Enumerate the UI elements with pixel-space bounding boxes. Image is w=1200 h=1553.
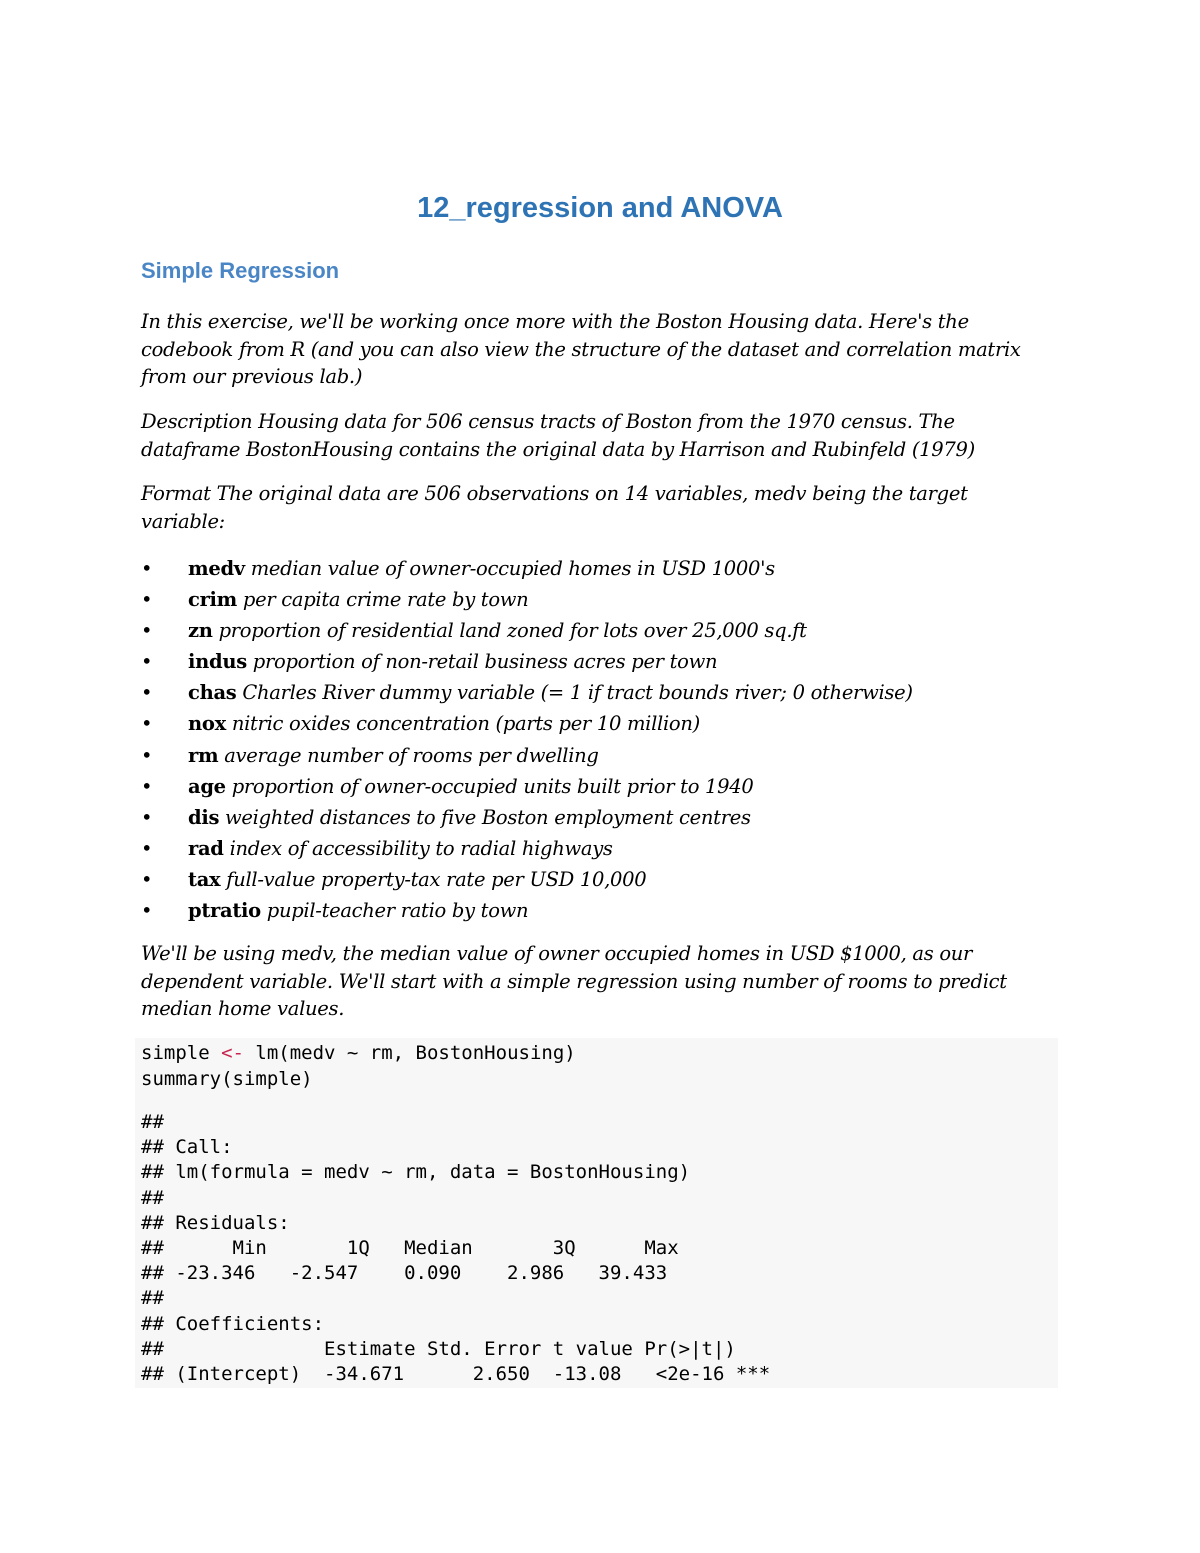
- list-item: [141, 708, 913, 739]
- usage-paragraph: We'll be using medv, the median value of owner occupied homes in USD $1000, as our dependent variable. We'll start with a simple regression using number of rooms to predict median home values.: [141, 942, 1007, 1020]
- output-line: ## lm(formula = medv ~ rm, data = BostonHousing): [141, 1161, 691, 1184]
- list-item: [141, 802, 913, 833]
- list-item: [141, 677, 913, 708]
- document-title: 12_regression and ANOVA: [417, 192, 783, 224]
- list-item: [141, 864, 913, 895]
- variable-name: chas: [188, 681, 237, 705]
- output-line: ##: [141, 1186, 164, 1209]
- output-line: ## -23.346 -2.547 0.090 2.986 39.433: [141, 1262, 668, 1285]
- list-item: [141, 740, 913, 771]
- code-output: [141, 1110, 770, 1387]
- code-token: simple: [141, 1042, 222, 1064]
- variable-name: zn: [188, 619, 213, 643]
- bullet-icon: •: [141, 805, 153, 829]
- variable-description: index of accessibility to radial highways: [229, 836, 613, 860]
- variable-description: per capita crime rate by town: [242, 588, 529, 612]
- output-line: ##: [141, 1111, 164, 1133]
- output-line: ## (Intercept) -34.671 2.650 -13.08 <2e-16 ***: [141, 1363, 771, 1386]
- variable-name: age: [188, 774, 226, 798]
- variable-description: nitric oxides concentration (parts per 10 million): [231, 712, 700, 736]
- output-line: ## Residuals:: [141, 1211, 290, 1234]
- list-item: [141, 895, 913, 926]
- bullet-icon: •: [141, 712, 153, 736]
- assignment-operator: <-: [221, 1042, 244, 1064]
- variable-name: dis: [188, 805, 220, 829]
- output-line: ## Estimate Std. Error t value Pr(>|t|): [141, 1337, 736, 1360]
- variable-name: indus: [188, 650, 247, 674]
- bullet-icon: •: [141, 743, 153, 767]
- variable-description: median value of owner-occupied homes in USD 1000's: [250, 557, 775, 580]
- bullet-icon: •: [141, 681, 153, 705]
- variable-description: proportion of owner-occupied units built prior to 1940: [231, 774, 754, 798]
- variable-name: crim: [188, 588, 237, 612]
- list-item: [141, 584, 913, 615]
- bullet-icon: •: [141, 619, 153, 643]
- list-item: [141, 646, 913, 677]
- list-item: [141, 771, 913, 802]
- code-line: [141, 1040, 576, 1066]
- variable-description: proportion of residential land zoned for lots over 25,000 sq.ft: [218, 619, 807, 643]
- bullet-icon: •: [141, 867, 153, 891]
- variable-description: average number of rooms per dwelling: [224, 743, 599, 767]
- list-item: [141, 833, 913, 864]
- list-item: [141, 553, 913, 584]
- variable-description: Charles River dummy variable (= 1 if tract bounds river; 0 otherwise): [242, 681, 913, 705]
- code-input: [141, 1040, 576, 1092]
- list-item: [141, 615, 913, 646]
- bullet-icon: •: [141, 836, 153, 860]
- variable-description: proportion of non-retail business acres per town: [252, 650, 718, 674]
- variable-name: rad: [188, 836, 224, 860]
- intro-paragraph: In this exercise, we'll be working once more with the Boston Housing data. Here's the codebook from R (and you can also view the structure of the dataset and correlation matrix from our previous lab.): [141, 310, 1021, 388]
- format-paragraph: Format The original data are 506 observations on 14 variables, medv being the target variable:: [141, 482, 968, 533]
- variable-list: [141, 553, 913, 926]
- output-line: ##: [141, 1287, 164, 1310]
- variable-name: rm: [188, 743, 219, 767]
- variable-name: medv: [188, 557, 245, 580]
- code-token: lm(medv ~ rm, BostonHousing): [243, 1042, 576, 1064]
- bullet-icon: •: [141, 588, 153, 612]
- variable-description: pupil-teacher ratio by town: [266, 899, 529, 923]
- variable-name: tax: [188, 867, 221, 891]
- variable-description: weighted distances to five Boston employment centres: [225, 805, 751, 829]
- output-line: ## Min 1Q Median 3Q Max: [141, 1237, 679, 1260]
- variable-name: ptratio: [188, 899, 261, 923]
- output-line: ## Call:: [141, 1136, 233, 1159]
- code-line: summary(simple): [141, 1068, 313, 1090]
- variable-description: full-value property-tax rate per USD 10,000: [226, 867, 647, 891]
- description-paragraph: Description Housing data for 506 census tracts of Boston from the 1970 census. The dataframe BostonHousing contains the original data by Harrison and Rubinfeld (1979): [141, 410, 975, 461]
- bullet-icon: •: [141, 774, 153, 798]
- bullet-icon: •: [141, 899, 153, 923]
- section-heading: Simple Regression: [141, 258, 340, 283]
- bullet-icon: •: [141, 557, 153, 580]
- variable-name: nox: [188, 712, 226, 736]
- output-line: ## Coefficients:: [141, 1312, 325, 1335]
- bullet-icon: •: [141, 650, 153, 674]
